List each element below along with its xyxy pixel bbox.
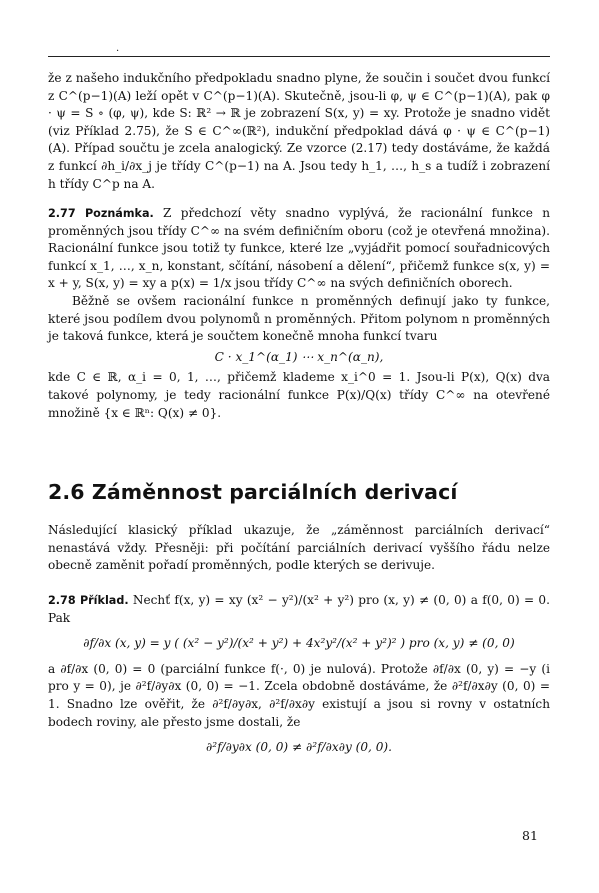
partial-derivative-formula: ∂f/∂x (x, y) = y ( (x² − y²)/(x² + y²) + 4x²y²/(x² + y²)² ) pro (x, y) ≠ (0, 0) [83, 636, 515, 651]
remark-paragraph-3: kde C ∈ ℝ, α_i = 0, 1, …, přičemž klademe x_i^0 = 1. Jsou-li P(x), Q(x) dva takové polynomy, je tedy racionální funkce P(x)/Q(x) třídy C^∞ na otevřené množině {x ∈ ℝⁿ: Q(x) ≠ 0}. [48, 370, 550, 420]
header-mark: . [116, 43, 120, 54]
header-rule [48, 56, 550, 57]
example-label: 2.78 Příklad. [48, 594, 129, 607]
remark-paragraph-2: Běžně se ovšem racionální funkce n proměnných definují jako ty funkce, které jsou podílem dvou polynomů n proměnných. Přitom polynom n proměnných je taková funkce, která je součtem konečně mnoha funkcí tvaru [48, 293, 550, 344]
section-heading: 2.6 Záměnnost parciálních derivací [48, 480, 458, 504]
page-number: 81 [522, 828, 538, 843]
inequality-formula: ∂²f/∂y∂x (0, 0) ≠ ∂²f/∂x∂y (0, 0). [205, 740, 392, 755]
remark-2-77 [48, 205, 550, 422]
example-paragraph-1 [48, 592, 550, 627]
remark-label: 2.77 Poznámka. [48, 207, 154, 220]
remark-text-1: Z předchozí věty snadno vyplývá, že racionální funkce n proměnných jsou třídy C^∞ na svém definičním oboru (což je otevřená množina). Racionální funkce jsou totiž ty funkce, které lze „vyjádřit pomocí souřadnicových funkcí x_1, …, x_n, konstant, sčítání, násobení a dělení“, přičemž funkce s(x, y) = x + y, S(x, y) = xy a p(x) = 1/x jsou třídy C^∞ na svých definičních oborech. [48, 206, 550, 291]
remark-paragraph-1 [48, 205, 550, 293]
intro-paragraph: Následující klasický příklad ukazuje, že „záměnnost parciálních derivací“ nenastává vždy. Přesněji: při počítání parciálních derivací vyššího řádu nelze obecně zaměnit pořadí proměnných, podle kterých se derivuje. [48, 523, 550, 573]
monomial-formula: C · x_1^(α_1) ⋯ x_n^(α_n), [214, 349, 384, 364]
example-2-78 [48, 592, 550, 757]
example-paragraph-2: a ∂f/∂x (0, 0) = 0 (parciální funkce f(·, 0) je nulová). Protože ∂f/∂x (0, y) = −y (i pro y = 0), je ∂²f/∂y∂x (0, 0) = −1. Zcela obdobně dostáváme, že ∂²f/∂x∂y (0, 0) = 1. Snadno lze ověřit, že ∂²f/∂y∂x, ∂²f/∂x∂y existují a jsou si rovny v ostatních bodech roviny, ale přesto jsme dostali, že [48, 661, 550, 729]
proof-paragraph: že z našeho indukčního předpokladu snadno plyne, že součin i součet dvou funkcí z C^(p−1)(A) leží opět v C^(p−1)(A). Skutečně, jsou-li φ, ψ ∈ C^(p−1)(A), pak φ · ψ = S ∘ (φ, ψ), kde S: ℝ² → ℝ je zobrazení S(x, y) = xy. Protože je snadno vidět (viz Příklad 2.75), že S ∈ C^∞(ℝ²), indukční předpoklad dává φ · ψ ∈ C^(p−1)(A). Případ součtu je zcela analogický. Ze vzorce (2.17) tedy dostáváme, že každá z funkcí ∂h_i/∂x_j je třídy C^(p−1) na A. Jsou tedy h_1, …, h_s a tudíž i zobrazení h třídy C^p na A. [48, 71, 550, 191]
proof-continuation [48, 70, 550, 193]
example-text-1: Nechť f(x, y) = xy (x² − y²)/(x² + y²) pro (x, y) ≠ (0, 0) a f(0, 0) = 0. Pak [48, 593, 550, 625]
section-intro [48, 522, 550, 575]
